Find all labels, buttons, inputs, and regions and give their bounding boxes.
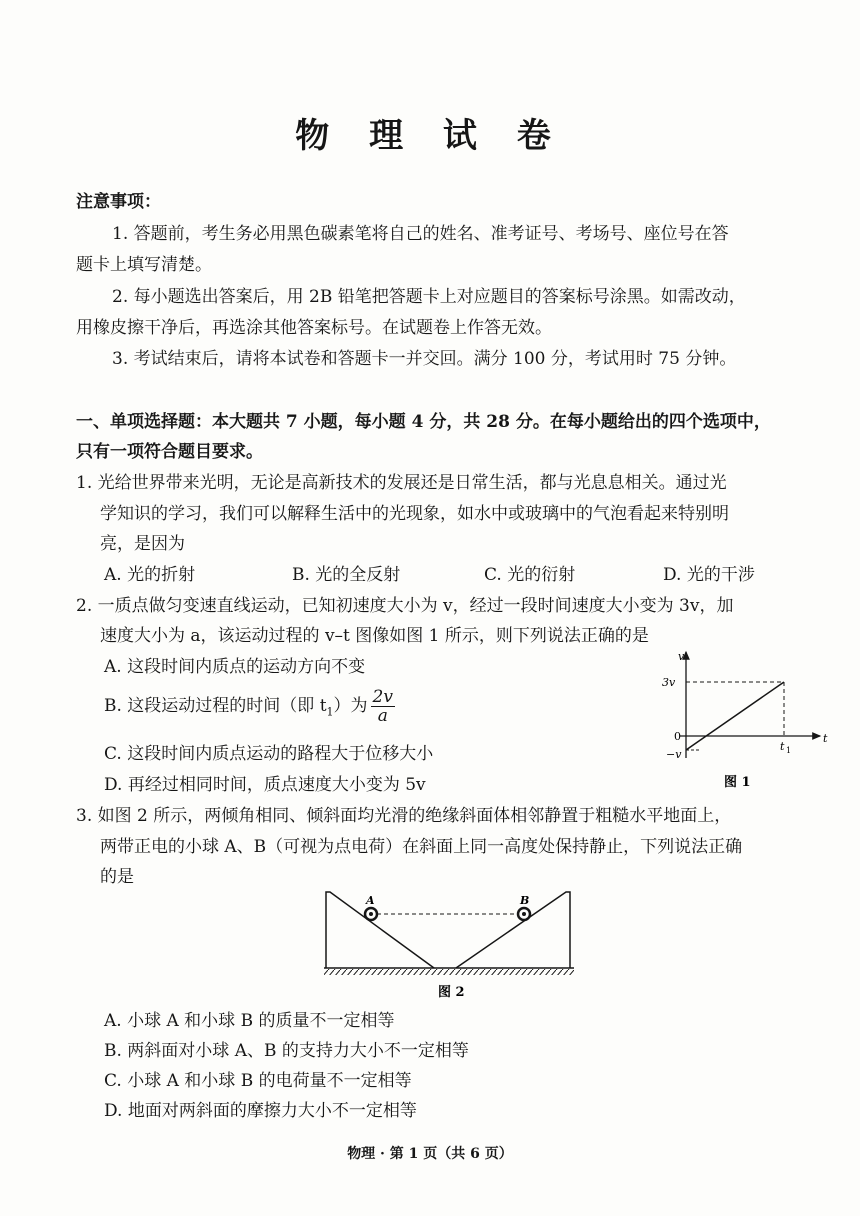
page-title: 物 理 试 卷 [295, 116, 565, 156]
figure-2-caption: 图 2 [438, 985, 465, 1000]
label-a: A [366, 894, 375, 907]
label-negv: −v [666, 748, 682, 761]
q1-option-c: C. 光的衍射 [484, 565, 576, 585]
q1-stem-line-3: 亮，是因为 [100, 534, 185, 554]
notice-item-2-line-2: 用橡皮擦干净后，再选涂其他答案标号。在试题卷上作答无效。 [76, 318, 552, 338]
left-incline [326, 892, 434, 968]
label-t1-sub: 1 [786, 746, 792, 755]
fraction-denominator: a [377, 706, 388, 726]
q3-option-b: B. 两斜面对小球 A、B 的支持力大小不一定相等 [104, 1041, 469, 1061]
q2-option-d: D. 再经过相同时间，质点速度大小变为 5v [104, 775, 426, 795]
q3-stem-line-2: 两带正电的小球 A、B（可视为点电荷）在斜面上同一高度处保持静止，下列说法正确 [100, 837, 743, 857]
label-v: v [678, 650, 685, 663]
label-b: B [520, 894, 530, 907]
label-0: 0 [674, 730, 681, 743]
notice-item-3: 3. 考试结束后，请将本试卷和答题卡一并交回。满分 100 分，考试用时 75 分钟。 [112, 349, 737, 369]
q2-option-c: C. 这段时间内质点运动的路程大于位移大小 [104, 744, 434, 764]
q2-option-b [104, 688, 398, 725]
q3-option-d: D. 地面对两斜面的摩擦力大小不一定相等 [104, 1101, 417, 1121]
q2-option-b-subscript: 1 [326, 705, 334, 719]
q2-stem-line-2: 速度大小为 a，该运动过程的 v–t 图像如图 1 所示，则下列说法正确的是 [100, 626, 649, 646]
vt-line [686, 682, 784, 750]
q1-option-d: D. 光的干涉 [663, 565, 755, 585]
fraction-numerator: 2v [372, 687, 393, 707]
notice-item-1-line-2: 题卡上填写清楚。 [76, 255, 212, 275]
label-t1: t [780, 740, 785, 753]
q3-option-c: C. 小球 A 和小球 B 的电荷量不一定相等 [104, 1071, 412, 1091]
notice-item-2-line-1: 2. 每小题选出答案后，用 2B 铅笔把答题卡上对应题目的答案标号涂黑。如需改动， [112, 287, 746, 307]
right-incline [456, 892, 570, 968]
section-1-heading-line-1: 一、单项选择题：本大题共 7 小题，每小题 4 分，共 28 分。在每小题给出的四个选项中， [76, 412, 771, 432]
q3-stem-line-3: 的是 [100, 867, 134, 887]
q2-option-b-mid: ）为 [333, 696, 368, 716]
q1-option-b: B. 光的全反射 [292, 565, 401, 585]
label-3v: 3v [662, 676, 676, 689]
q2-option-b-prefix: B. 这段运动过程的时间（即 t [104, 696, 327, 716]
figure-2-inclines [316, 886, 580, 1004]
q1-stem-line-1: 1. 光给世界带来光明，无论是高新技术的发展还是日常生活，都与光息息相关。通过光 [76, 473, 727, 493]
ball-a-core [369, 912, 373, 916]
ground-hatch [324, 969, 574, 975]
q2-option-b-fraction [371, 688, 395, 725]
notice-item-1-line-1: 1. 答题前，考生务必用黑色碳素笔将自己的姓名、准考证号、考场号、座位号在答 [112, 224, 729, 244]
page-footer: 物理 · 第 1 页（共 6 页） [347, 1146, 513, 1162]
q1-stem-line-2: 学知识的学习，我们可以解释生活中的光现象，如水中或玻璃中的气泡看起来特别明 [100, 504, 729, 524]
section-1-heading-line-2: 只有一项符合题目要求。 [76, 442, 263, 462]
q3-option-a: A. 小球 A 和小球 B 的质量不一定相等 [104, 1011, 395, 1031]
q3-stem-line-1: 3. 如图 2 所示，两倾角相同、倾斜面均光滑的绝缘斜面体相邻静置于粗糙水平地面上， [76, 806, 732, 826]
label-t: t [823, 732, 828, 745]
q2-stem-line-1: 2. 一质点做匀变速直线运动，已知初速度大小为 v，经过一段时间速度大小变为 3v，加 [76, 596, 734, 616]
figure-1-caption: 图 1 [724, 775, 751, 790]
q1-option-a: A. 光的折射 [104, 565, 196, 585]
figure-1-vt-graph [640, 646, 830, 796]
notice-heading: 注意事项： [76, 192, 161, 212]
q2-option-a: A. 这段时间内质点的运动方向不变 [104, 657, 366, 677]
ball-b-core [522, 912, 526, 916]
